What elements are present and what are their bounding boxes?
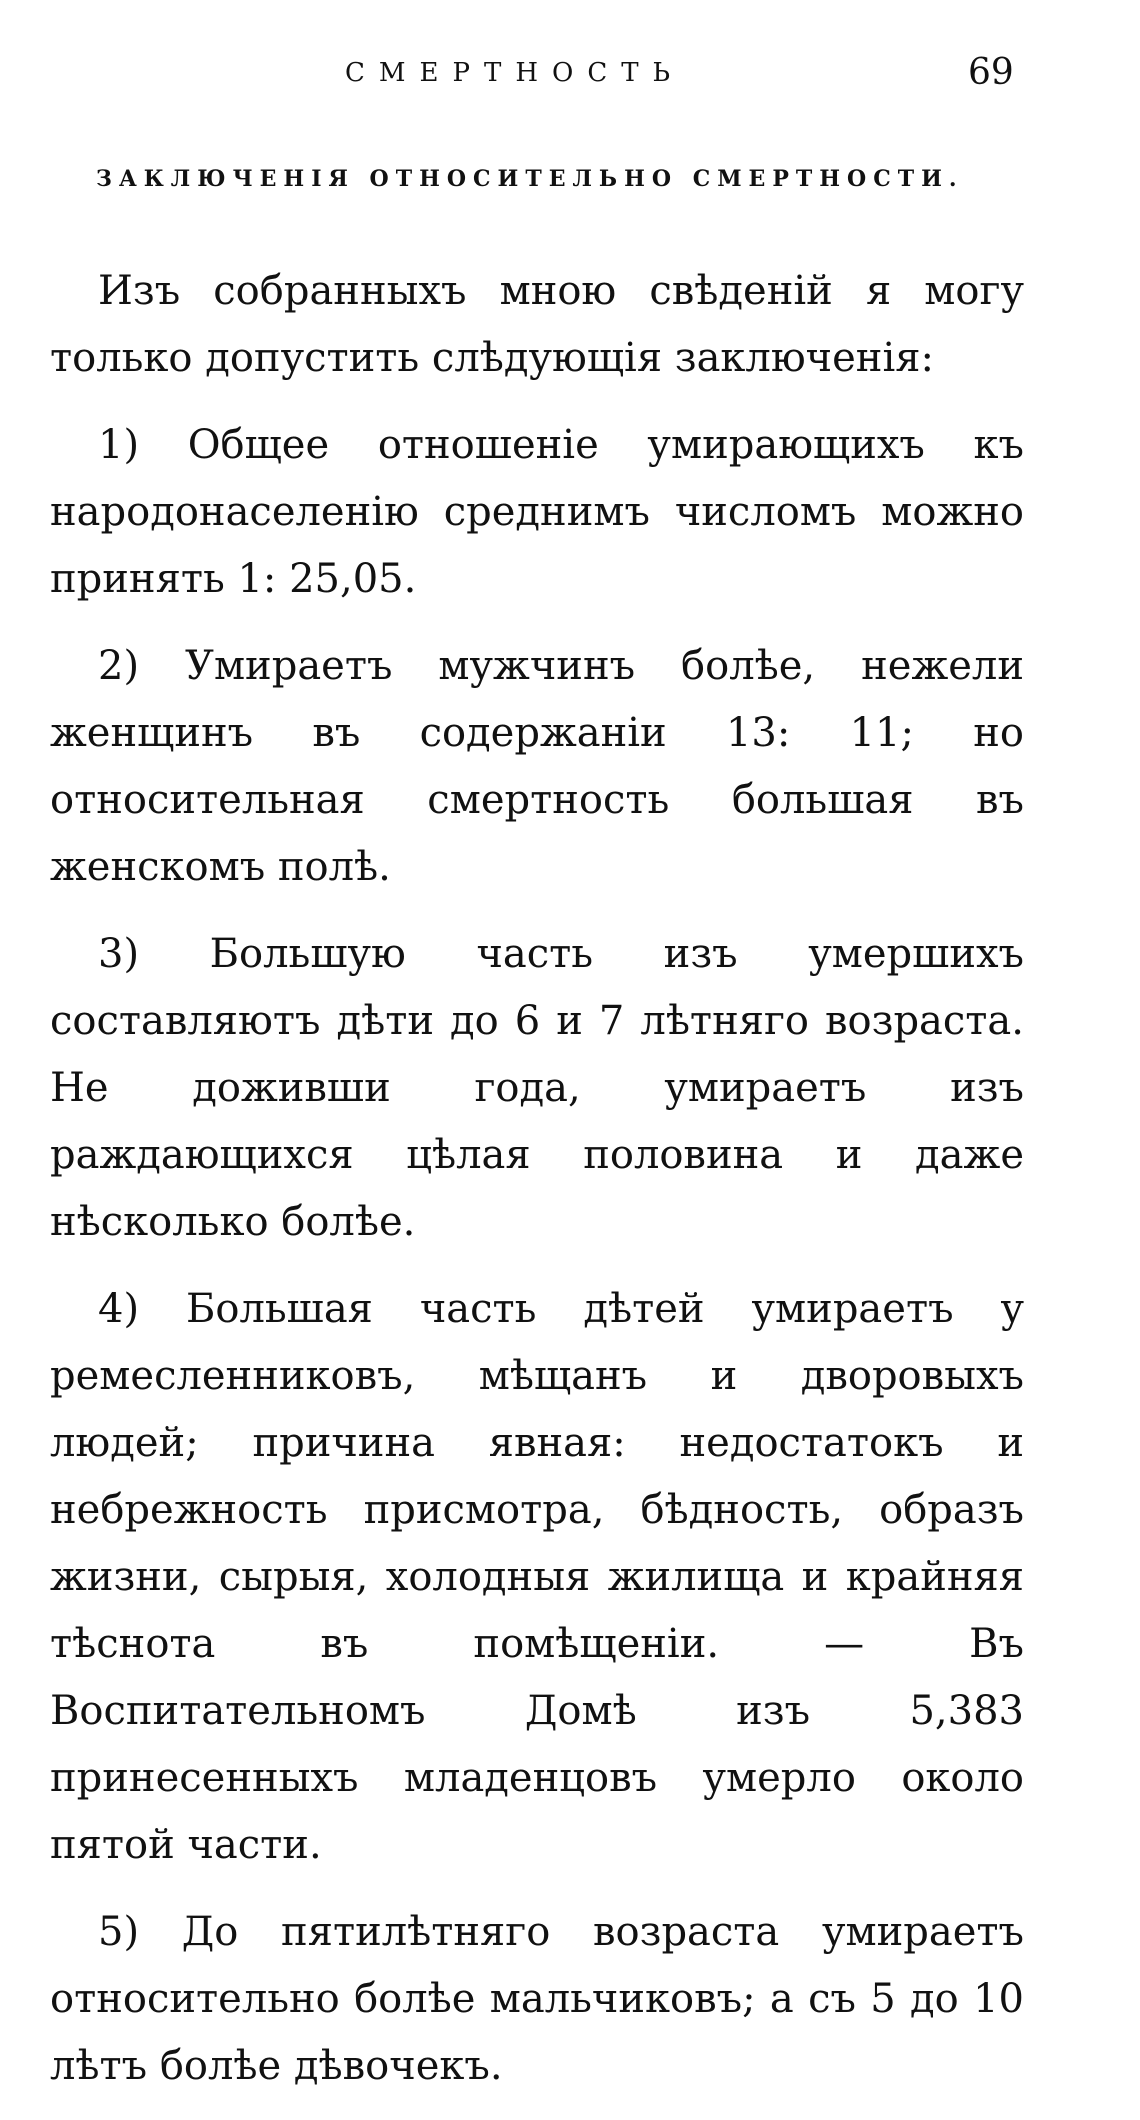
paragraph-conclusion-2: 2) Умираетъ мужчинъ болѣе, нежели женщинъ въ содержаніи 13: 11; но относительная смертность большая въ женскомъ полѣ. — [50, 643, 1024, 890]
body-text — [50, 258, 1024, 2120]
section-heading: ЗАКЛЮЧЕНІЯ ОТНОСИТЕЛЬНО СМЕРТНОСТИ. — [96, 166, 964, 192]
page-number: 69 — [968, 52, 1014, 93]
paragraph-intro: Изъ собранныхъ мною свѣденій я могу только допустить слѣдующія заключенія: — [50, 268, 1024, 381]
paragraph-conclusion-3: 3) Большую часть изъ умершихъ составляютъ дѣти до 6 и 7 лѣтняго возраста. Не доживши года, умираетъ изъ раждающихся цѣлая половина и даже нѣсколько болѣе. — [50, 931, 1024, 1245]
running-title: СМЕРТНОСТЬ — [345, 58, 685, 88]
running-head — [0, 52, 1140, 112]
paragraph-conclusion-5: 5) До пятилѣтняго возраста умираетъ относительно болѣе мальчиковъ; а съ 5 до 10 лѣтъ болѣе дѣвочекъ. — [50, 1909, 1024, 2089]
paragraph-conclusion-1: 1) Общее отношеніе умирающихъ къ народонаселенію среднимъ числомъ можно принять 1: 25,05. — [50, 422, 1024, 602]
paragraph-conclusion-4: 4) Большая часть дѣтей умираетъ у ремесленниковъ, мѣщанъ и дворовыхъ людей; причина явная: недостатокъ и небрежность присмотра, бѣдность, образъ жизни, сырыя, холодныя жилища и крайняя тѣснота въ помѣщеніи. — Въ Воспитательномъ Домѣ изъ 5,383 принесенныхъ младенцовъ умерло около пятой части. — [50, 1286, 1024, 1868]
